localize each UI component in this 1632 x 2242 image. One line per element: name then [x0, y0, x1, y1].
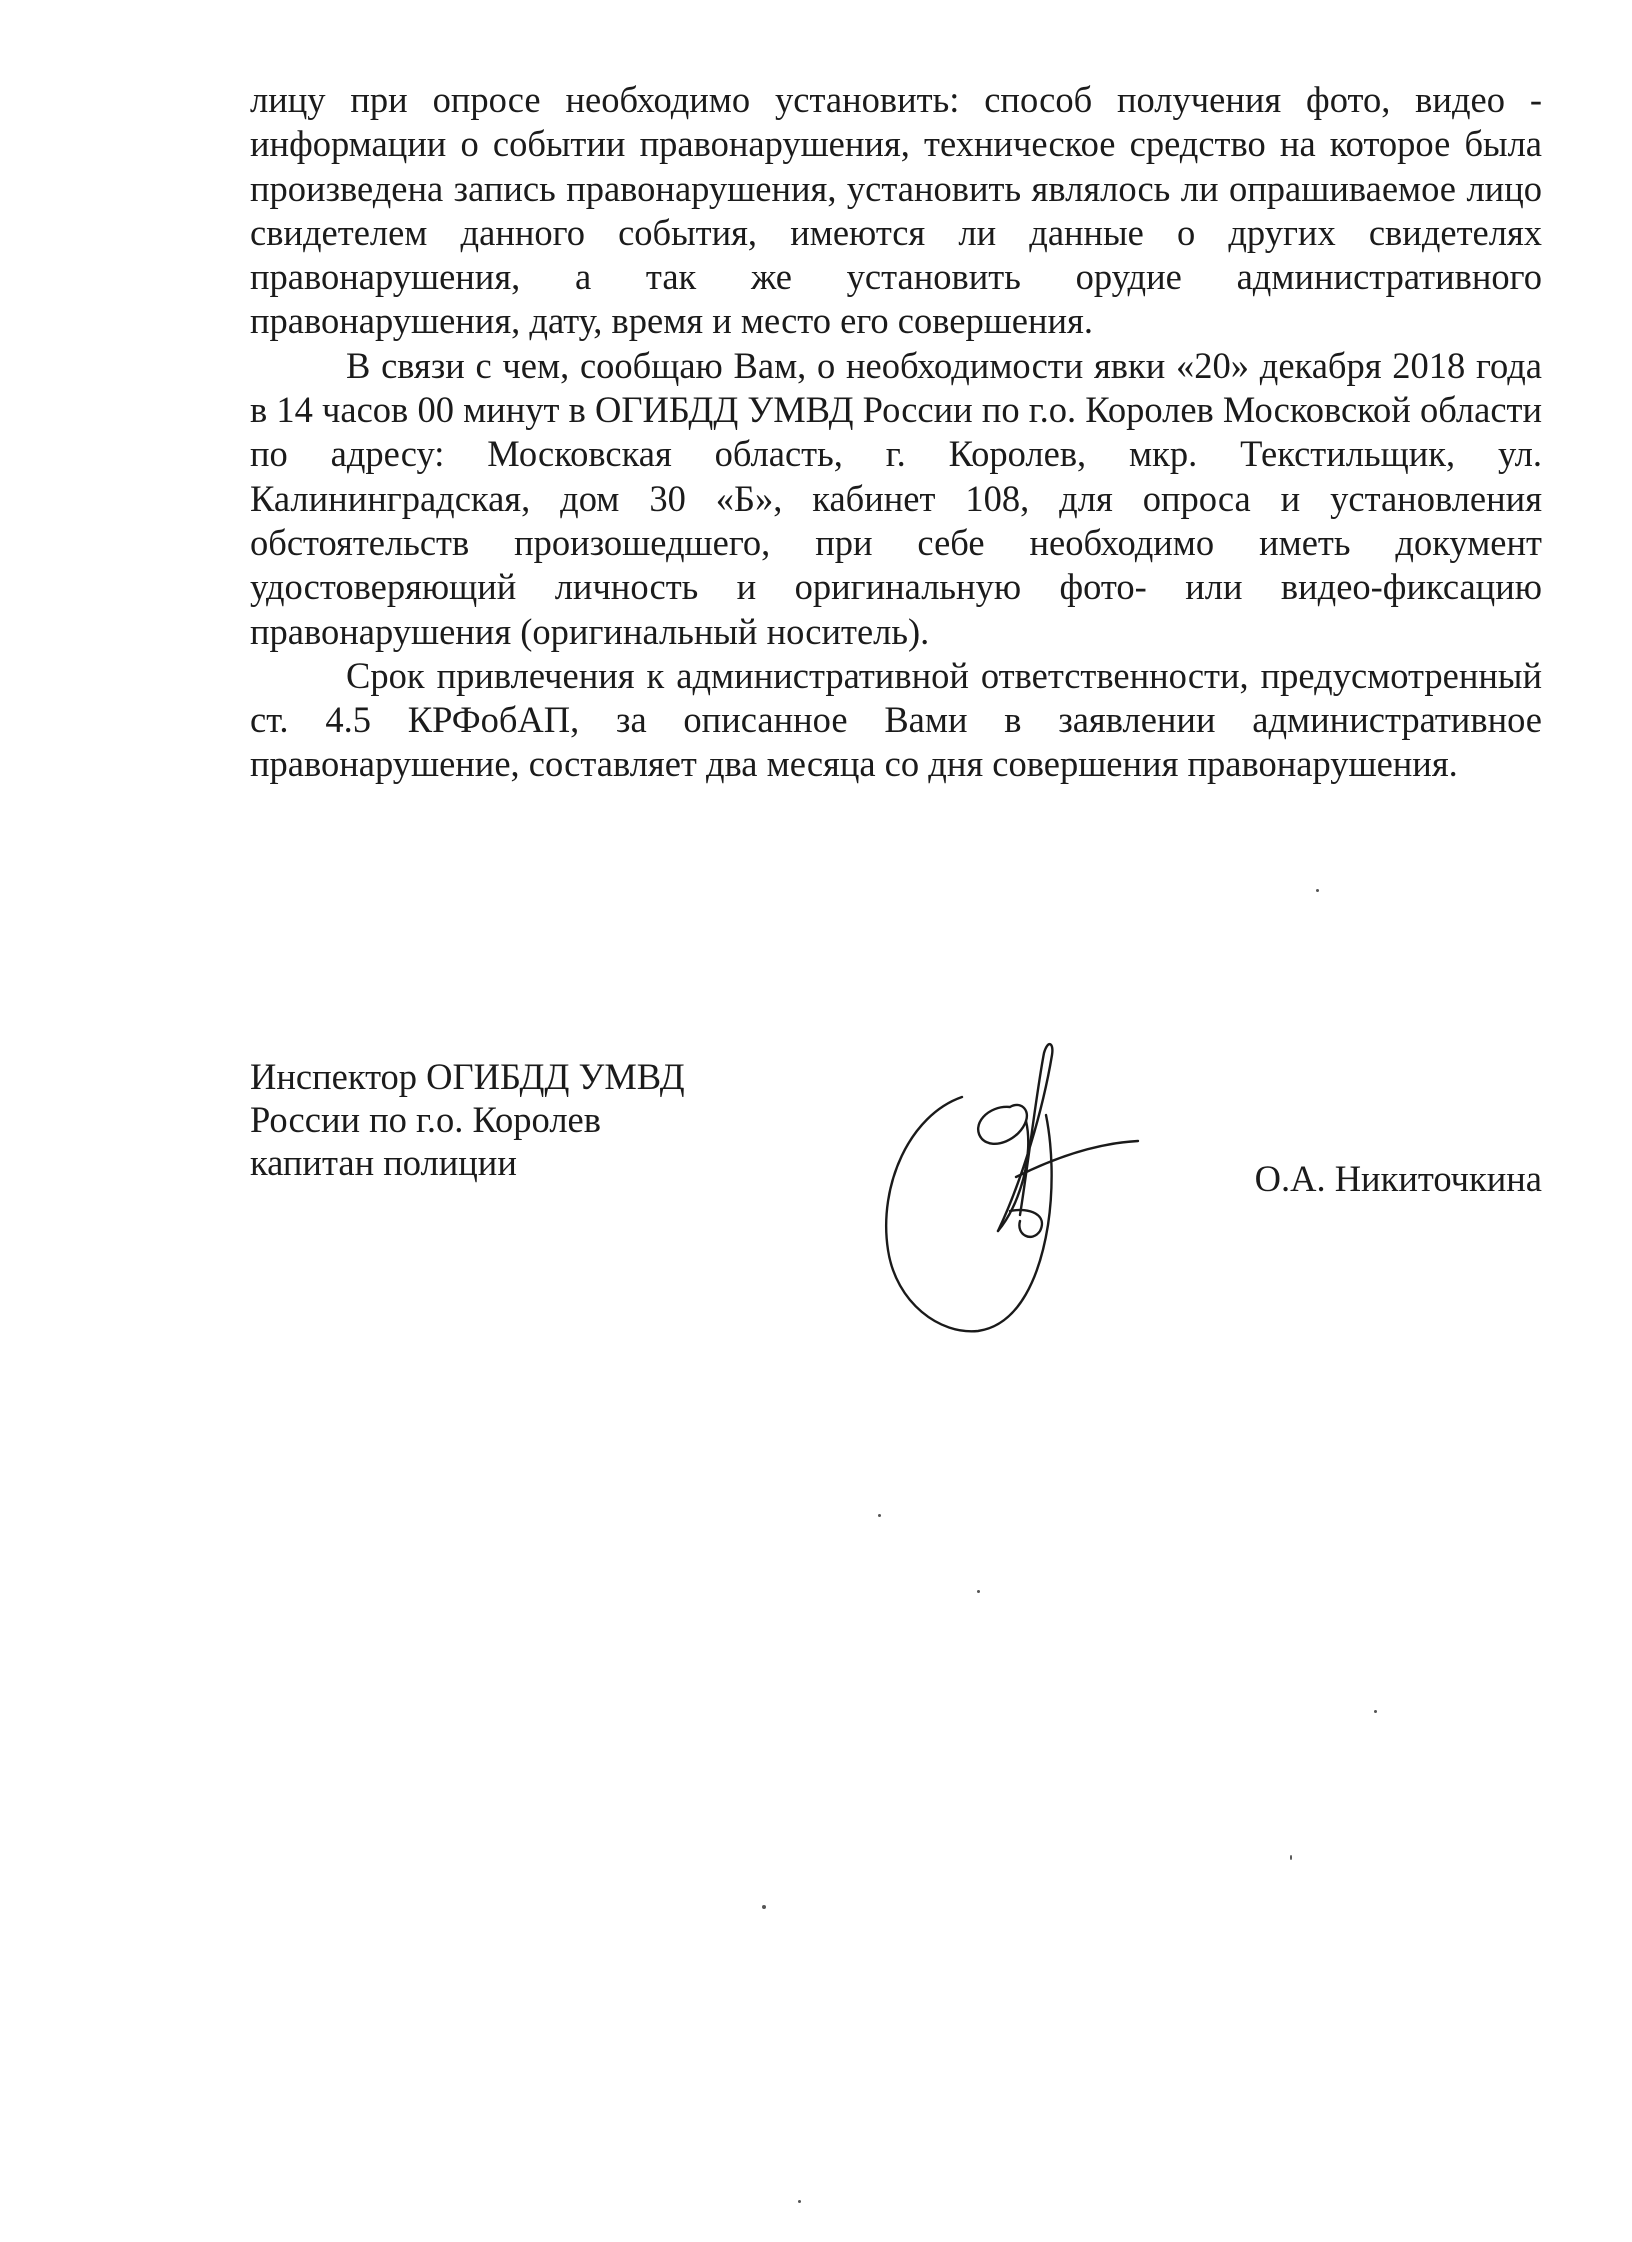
- paragraph-limitation-period: Срок привлечения к административной ответственности, предусмотренный ст. 4.5 КРФобАП, за описанное Вами в заявлении административное правонарушение, составляет два месяца со дня совершения правонарушения.: [250, 654, 1542, 785]
- scan-speck: [977, 1590, 980, 1593]
- signatory-position-line: Инспектор ОГИБДД УМВД: [250, 1056, 685, 1097]
- signatory-name: О.А. Никиточкина: [1254, 1158, 1542, 1199]
- scan-speck: [1290, 1855, 1292, 1860]
- scan-speck: [762, 1905, 766, 1909]
- signatory-position-line: России по г.о. Королев: [250, 1099, 601, 1140]
- document-body: [250, 78, 1542, 787]
- paragraph-continuation: лицу при опросе необходимо установить: способ получения фото, видео - информации о событии правонарушения, техническое средство на которое была произведена запись правонарушения, установить являлось ли опрашиваемое лицо свидетелем данного события, имеются ли данные о других свидетелях правонарушения, а так же установить орудие административного правонарушения, дату, время и место его совершения.: [250, 79, 1542, 342]
- handwritten-signature: [870, 1035, 1170, 1345]
- paragraph-summons: В связи с чем, сообщаю Вам, о необходимости явки «20» декабря 2018 года в 14 часов 00 минут в ОГИБДД УМВД России по г.о. Королев Московской области по адресу: Московская область, г. Королев, мкр. Текстильщик, ул. Калининградская, дом 30 «Б», кабинет 108, для опроса и установления обстоятельств произошедшего, при себе необходимо иметь документ удостоверяющий личность и оригинальную фото- или видео-фиксацию правонарушения (оригинальный носитель).: [250, 344, 1542, 652]
- signatory-position-line: капитан полиции: [250, 1142, 517, 1183]
- scan-speck: [1374, 1710, 1377, 1713]
- scan-speck: [878, 1514, 881, 1517]
- scan-speck: [798, 2200, 801, 2203]
- signatory-position: [250, 1055, 685, 1184]
- scan-speck: [1316, 889, 1319, 892]
